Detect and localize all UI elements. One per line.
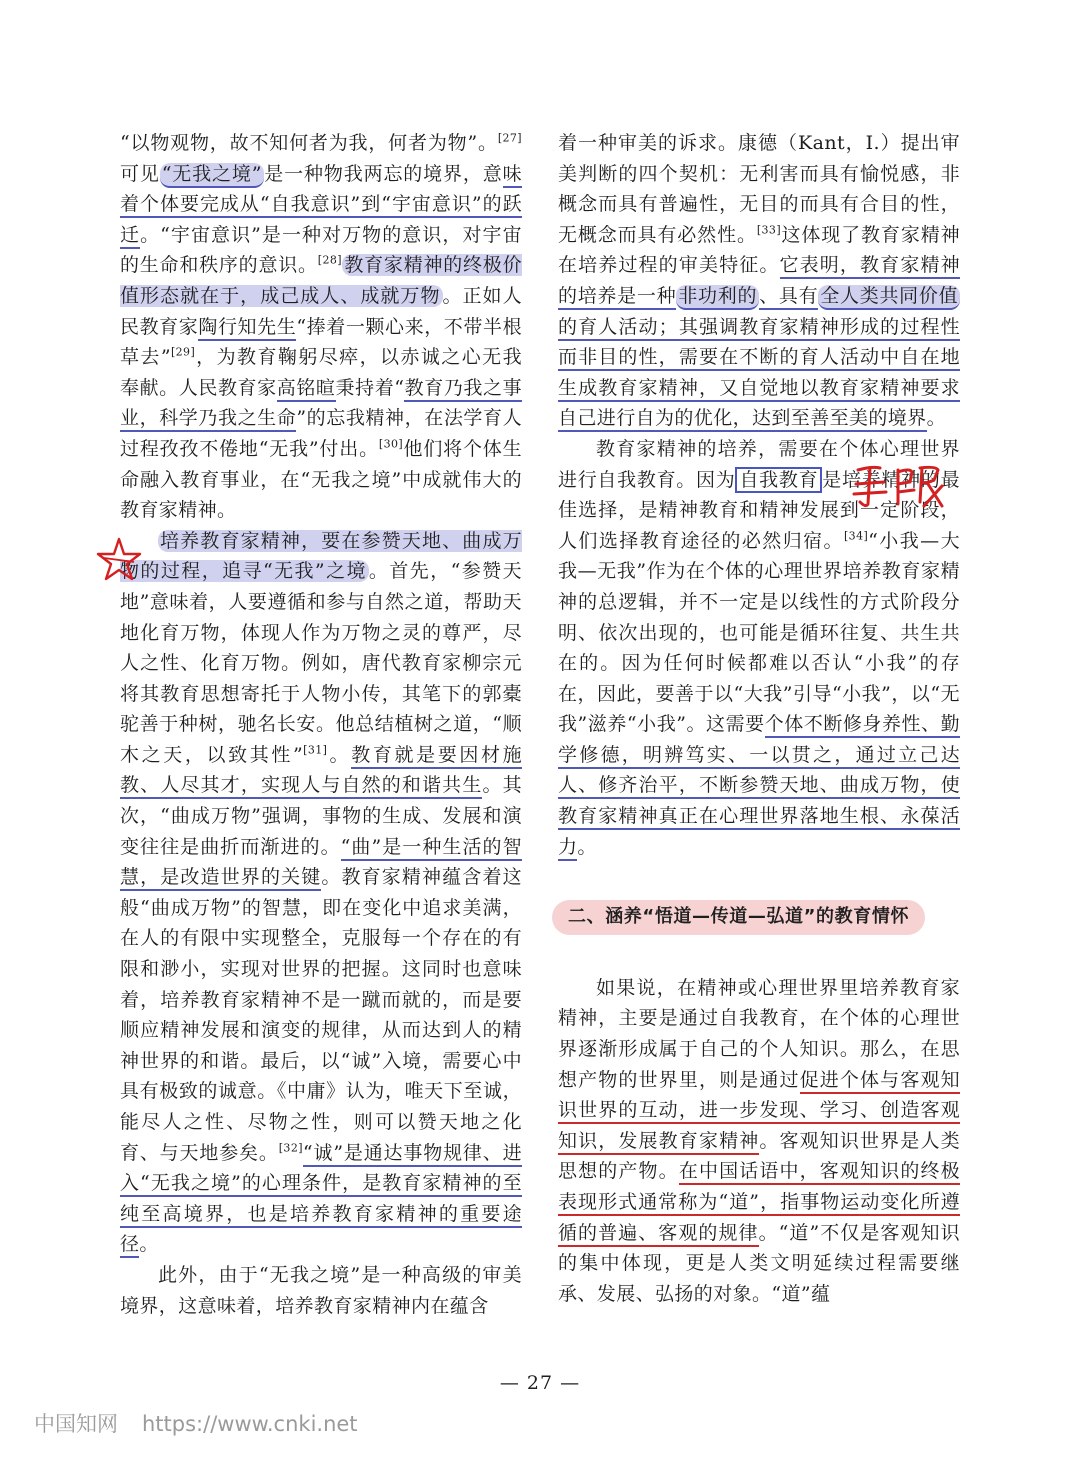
footer — [34, 1408, 382, 1438]
highlight-feigongli: 非功利的 — [676, 285, 759, 310]
underline-gao: 高铭暄 — [277, 377, 336, 402]
paragraph-2: 培养教育家精神，要在参赞天地、曲成万物的过程，追寻“无我”之境 。首先，“参赞天地”意味着，人要遵循和参与自然之道，帮助天地化育万物，体现人作为万物之灵的尊严，尽人之性、化育万物。例如，唐代教育家柳宗元将其教育思想寄托于人物小传，其笔下的郭橐驼善于种树，驰名长安。他总结植树之道，“顺木之天，以致其性”[31]。教育就是要因材施教、人尽其才，实现人与自然的和谐共生。其次，“曲成万物”强调，事物的生成、发展和演变往往是曲折而渐进的。“曲”是一种生活的智慧，是改造世界的关键。教育家精神蕴含着这般“曲成万物”的智慧，即在变化中追求美满，在人的有限中实现整全，克服每一个存在的有限和渺小，实现对世界的把握。这同时也意味着，培养教育家精神不是一蹴而就的，而是要顺应精神发展和演变的规律，从而达到人的精神世界的和谐。最后，以“诚”入境，需要心中具有极致的诚意。《中庸》认为，唯天下至诚，能尽人之性、尽物之性，则可以赞天地之化育、与天地参矣。[32]“诚”是通达事物规律、进入“无我之境”的心理条件，是教育家精神的至纯至高境界，也是培养教育家精神的重要途径。 — [120, 526, 522, 1260]
highlight-wuwo: “无我之境” — [160, 163, 264, 188]
citation-33: [33] — [756, 223, 782, 237]
underline-yishi: 味着个体要完成从“自我意识”到“宇宙意识” — [120, 163, 522, 219]
underline-tao: 陶行知先生 — [198, 316, 296, 341]
section-heading: 二、涵养“悟道—传道—弘道”的教育情怀 — [552, 900, 925, 935]
star-icon — [96, 536, 142, 582]
highlight-peiyang: 培养教育家精神，要在参赞天地、曲成万物的过程，追寻“无我”之境 — [120, 529, 522, 583]
footer-brand: 中国知网 — [34, 1412, 118, 1436]
citation-34: [34] — [843, 529, 869, 543]
citation-29: [29] — [170, 345, 196, 359]
citation-32: [32] — [278, 1141, 303, 1155]
citation-28: [28] — [317, 254, 342, 268]
citation-31: [31] — [303, 743, 328, 757]
underline-yuren: 的育人活动；其强调教育家精神形成的过程性而非目的性，需要在不断的育人活动中自在地生成教育家精神，又自觉地以教育家精神要求自己进行自为的优化，达到至善至美的境界 — [558, 316, 960, 433]
paragraph-1: “以物观物，故不知何者为我，何者为物”。[27]可见 “无我之境” 是一种物我两忘的境界，意味着个体要完成从“自我意识”到“宇宙意识”的跃迁。“宇宙意识”是一种对万物的意识，对宇宙的生命和秩序的意识。[28] 教育家精神的终极价值形态就在于，成己成人、成就万物 。正如人民教育家陶行知先生“捧着一颗心来，不带半根草去”[29]，为教育鞠躬尽瘁，以赤诚之心无我奉献。人民教育家高铭暄秉持着“教育乃我之事业，科学乃我之生命”的忘我精神，在法学育人过程孜孜不倦地“无我”付出。[30]他们将个体生命融入教育事业，在“无我之境”中成就伟大的教育家精神。 — [120, 131, 523, 522]
underline-yincai: 教育就是要因材施教、人尽其才，实现人与自然的和谐共生 — [120, 744, 522, 800]
underline-yueqian: 的跃迁 — [120, 193, 522, 249]
citation-30: [30] — [378, 437, 404, 451]
highlight-quanrenlei: 全人类共同价值 — [818, 285, 960, 310]
left-column — [120, 128, 522, 1321]
underline-red-dao: 在中国话语中，客观知识的终极表现形式通常称为“道”，指事物运动变化所遵循的普遍、客观的规律 — [558, 1160, 960, 1246]
highlight-jiaoyujia: 教育家精神的终极价值形态就在于，成己成人、成就万物 — [120, 254, 522, 307]
right-column — [558, 128, 960, 1309]
boxed-ziwojiaoyu: 自我教育 — [735, 467, 822, 493]
underline-cheng: “诚”是通达事物规律、进入“无我之境”的心理条件，是教育家精神的至纯至高境界，也是培养教育家精神的重要途径 — [120, 1142, 522, 1259]
citation-27: [27] — [497, 131, 522, 145]
paragraph-5: 教育家精神的培养，需要在个体心理世界进行自我教育。因为 自我教育 是培养精神的最佳选择，是精神教育和精神发展到一定阶段，人们选择教育途径的必然归宿。[34]“小我—大我—无我”作为在个体的心理世界培养教育家精神的总逻辑，并不一定是以线性的方式阶段分明、依次出现的，也可能是循环往复、共生共在的。因为任何时候都难以否认“小我”的存在，因此，要善于以“大我”引导“小我”，以“无我”滋养“小我”。这需要个体不断修身养性、勤学修德，明辨笃实、一以贯之，通过立己达人、修齐治平，不断参赞天地、曲成万物，使教育家精神真正在心理世界落地生根、永葆活力。 — [558, 434, 960, 862]
handwritten-note — [850, 462, 958, 512]
underline-qu: “曲”是一种生活的智慧，是改造世界的关键 — [120, 836, 522, 892]
paragraph-6: 如果说，在精神或心理世界里培养教育家精神，主要是通过自我教育，在个体的心理世界逐渐形成属于自己的个人知识。那么，在思想产物的世界里，则是通过促进个体与客观知识世界的互动，进一步发现、学习、创造客观知识，发展教育家精神。客观知识世界是人类思想的产物。在中国话语中，客观知识的终极表现形式通常称为“道”，指事物运动变化所遵循的普遍、客观的规律。“道”不仅是客观知识的集中体现，更是人类文明延续过程需要继承、发展、弘扬的对象。“道”蕴 — [558, 976, 960, 1305]
page-number: — 27 — — [499, 1372, 581, 1394]
footer-url[interactable]: https://www.cnki.net — [142, 1412, 358, 1436]
underline-biaoming: 它表明，教育家精神的培养是一种 — [558, 254, 960, 310]
underline-xiushen: 个体不断修身养性、勤学修德，明辨笃实、一以贯之，通过立己达人、修齐治平，不断参赞天地、曲成万物，使教育家精神真正在心理世界落地生根、永葆活力 — [558, 713, 960, 860]
paragraph-3: 此外，由于“无我之境”是一种高级的审美境界，这意味着，培养教育家精神内在蕴含 — [120, 1263, 522, 1317]
underline-red-hudong: 促进个体与客观知识世界的互动，进一步发现、学习、创造客观知识，发展教育家精神 — [558, 1069, 960, 1155]
paragraph-4: 着一种审美的诉求。康德（Kant，I.）提出审美判断的四个契机：无利害而具有愉悦感，非概念而具有普遍性，无目的而具有合目的性，无概念而具有必然性。[33]这体现了教育家精神在培养过程的审美特征。它表明，教育家精神的培养是一种 非功利的 、具有 全人类共同价值的育人活动；其强调教育家精神形成的过程性而非目的性，需要在不断的育人活动中自在地生成教育家精神，又自觉地以教育家精神要求自己进行自为的优化，达到至善至美的境界。 — [558, 128, 960, 434]
underline-shiye: 教育乃我之事业，科学乃我之生命 — [120, 377, 522, 433]
